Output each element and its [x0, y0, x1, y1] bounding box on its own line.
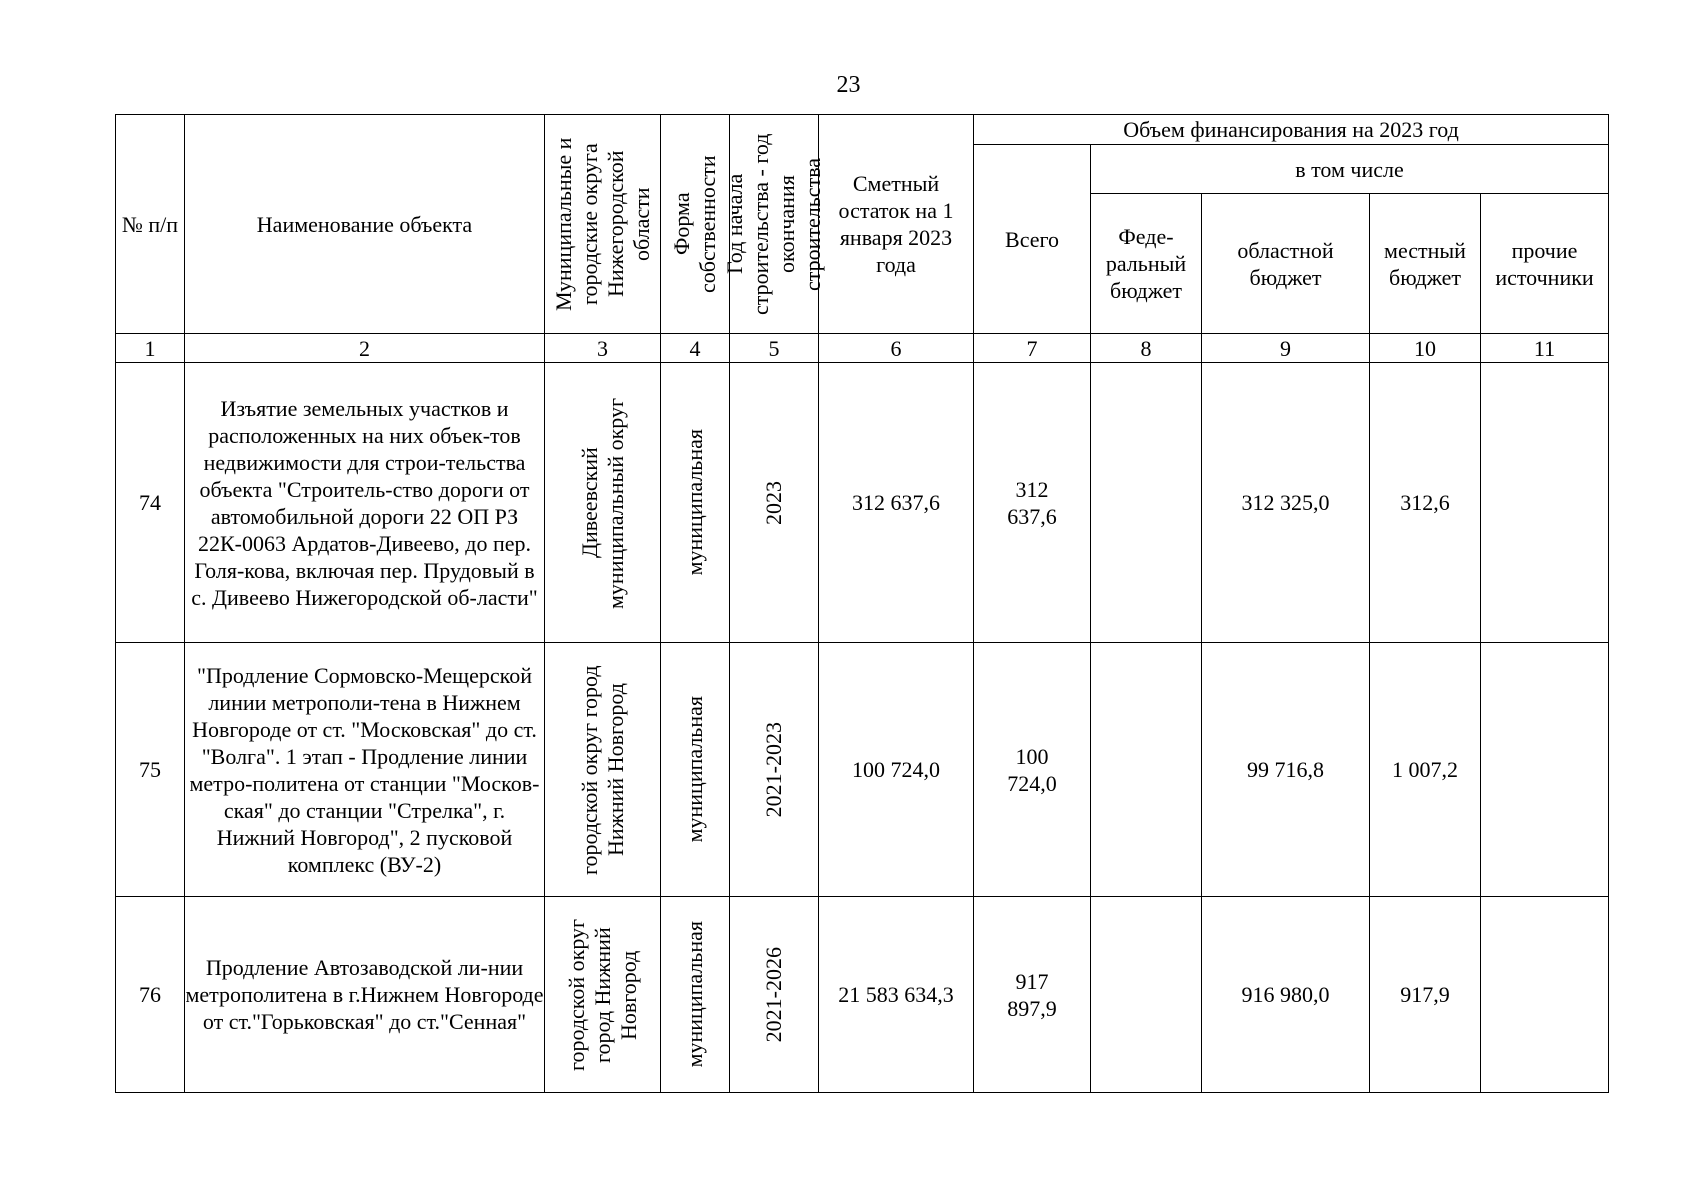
object-name: Продление Автозаводской ли-нии метрополитена в г.Нижнем Новгороде от ст."Горьковская" до ст."Сенная": [185, 897, 545, 1093]
federal: [1091, 643, 1202, 897]
column-numbers-row: [116, 334, 1609, 363]
header-name: Наименование объекта: [185, 115, 545, 334]
object-name: Изъятие земельных участков и расположенных на них объек-тов недвижимости для строи-тельства объекта "Строитель-ство дороги от автомобильной дороги 22 ОП РЗ 22К-0063 Ардатов-Дивеево, до пер. Голя-кова, включая пер. Прудовый в с. Дивеево Нижегородской об-ласти": [185, 363, 545, 643]
header-including: в том числе: [1091, 145, 1609, 194]
column-number: 10: [1370, 334, 1481, 363]
total: 100 724,0: [974, 643, 1091, 897]
column-number: 2: [185, 334, 545, 363]
other: [1481, 643, 1609, 897]
ownership: муниципальная: [682, 429, 707, 576]
row-number: 74: [116, 363, 185, 643]
ownership-cell: [661, 897, 730, 1093]
column-number: 7: [974, 334, 1091, 363]
ownership-cell: [661, 643, 730, 897]
header-municipal: [545, 115, 661, 334]
years-cell: [730, 643, 819, 897]
header-years: [722, 115, 825, 334]
construction-years: 2023: [761, 480, 786, 525]
header-ownership: [661, 115, 730, 334]
financing-table: [115, 114, 1609, 1093]
column-number: 11: [1481, 334, 1609, 363]
column-number: 3: [545, 334, 661, 363]
local: 917,9: [1370, 897, 1481, 1093]
object-name: "Продление Сормовско-Мещерской линии метрополи-тена в Нижнем Новгороде от ст. "Московская" до ст. "Волга". 1 этап - Продление линии метро-политена от станции "Москов-ская" до станции "Стрелка", г. Нижний Новгород", 2 пусковой комплекс (ВУ-2): [185, 643, 545, 897]
local: 312,6: [1370, 363, 1481, 643]
ownership-cell: [661, 363, 730, 643]
remainder: 100 724,0: [819, 643, 974, 897]
header-municipal-text: Муниципальные и городские округа Нижегородской области: [550, 137, 654, 311]
construction-years: 2021-2023: [761, 721, 786, 818]
column-number: 1: [116, 334, 185, 363]
municipality: городской округ город Нижний Новгород: [576, 664, 628, 875]
page-number: 23: [836, 72, 861, 98]
total: 917 897,9: [974, 897, 1091, 1093]
total: 312 637,6: [974, 363, 1091, 643]
years-cell: [730, 363, 819, 643]
ownership: муниципальная: [682, 921, 707, 1068]
remainder: 21 583 634,3: [819, 897, 974, 1093]
column-number: 8: [1091, 334, 1202, 363]
years-cell: [730, 897, 819, 1093]
municipality-cell: [545, 363, 661, 643]
federal: [1091, 897, 1202, 1093]
municipality: городской округ город Нижний Новгород: [563, 918, 641, 1071]
table-row: [116, 363, 1609, 643]
municipality-cell: [545, 643, 661, 897]
header-num: № п/п: [116, 115, 185, 334]
header-ownership-text: Форма собственности: [669, 155, 720, 293]
regional: 312 325,0: [1202, 363, 1370, 643]
table-row: [116, 643, 1609, 897]
construction-years: 2021-2026: [761, 946, 786, 1043]
column-number: 9: [1202, 334, 1370, 363]
table-row: [116, 897, 1609, 1093]
header-regional: областной бюджет: [1202, 194, 1370, 334]
header-years-text: Год начала строительства - год окончания строительства: [722, 133, 825, 315]
header-local: местный бюджет: [1370, 194, 1481, 334]
header-total: Всего: [974, 145, 1091, 334]
local: 1 007,2: [1370, 643, 1481, 897]
other: [1481, 363, 1609, 643]
municipality: Дивеевский муниципальный округ: [576, 397, 628, 609]
column-number: 4: [661, 334, 730, 363]
row-number: 76: [116, 897, 185, 1093]
header-remainder: Сметный остаток на 1 января 2023 года: [819, 115, 974, 334]
remainder: 312 637,6: [819, 363, 974, 643]
regional: 99 716,8: [1202, 643, 1370, 897]
column-number: 6: [819, 334, 974, 363]
header-federal: Феде-ральный бюджет: [1091, 194, 1202, 334]
municipality-cell: [545, 897, 661, 1093]
other: [1481, 897, 1609, 1093]
federal: [1091, 363, 1202, 643]
column-number: 5: [730, 334, 819, 363]
regional: 916 980,0: [1202, 897, 1370, 1093]
header-other: прочие источники: [1481, 194, 1609, 334]
ownership: муниципальная: [682, 696, 707, 843]
header-funding-group: Объем финансирования на 2023 год: [974, 115, 1609, 145]
row-number: 75: [116, 643, 185, 897]
header-row-1: [116, 115, 1609, 145]
